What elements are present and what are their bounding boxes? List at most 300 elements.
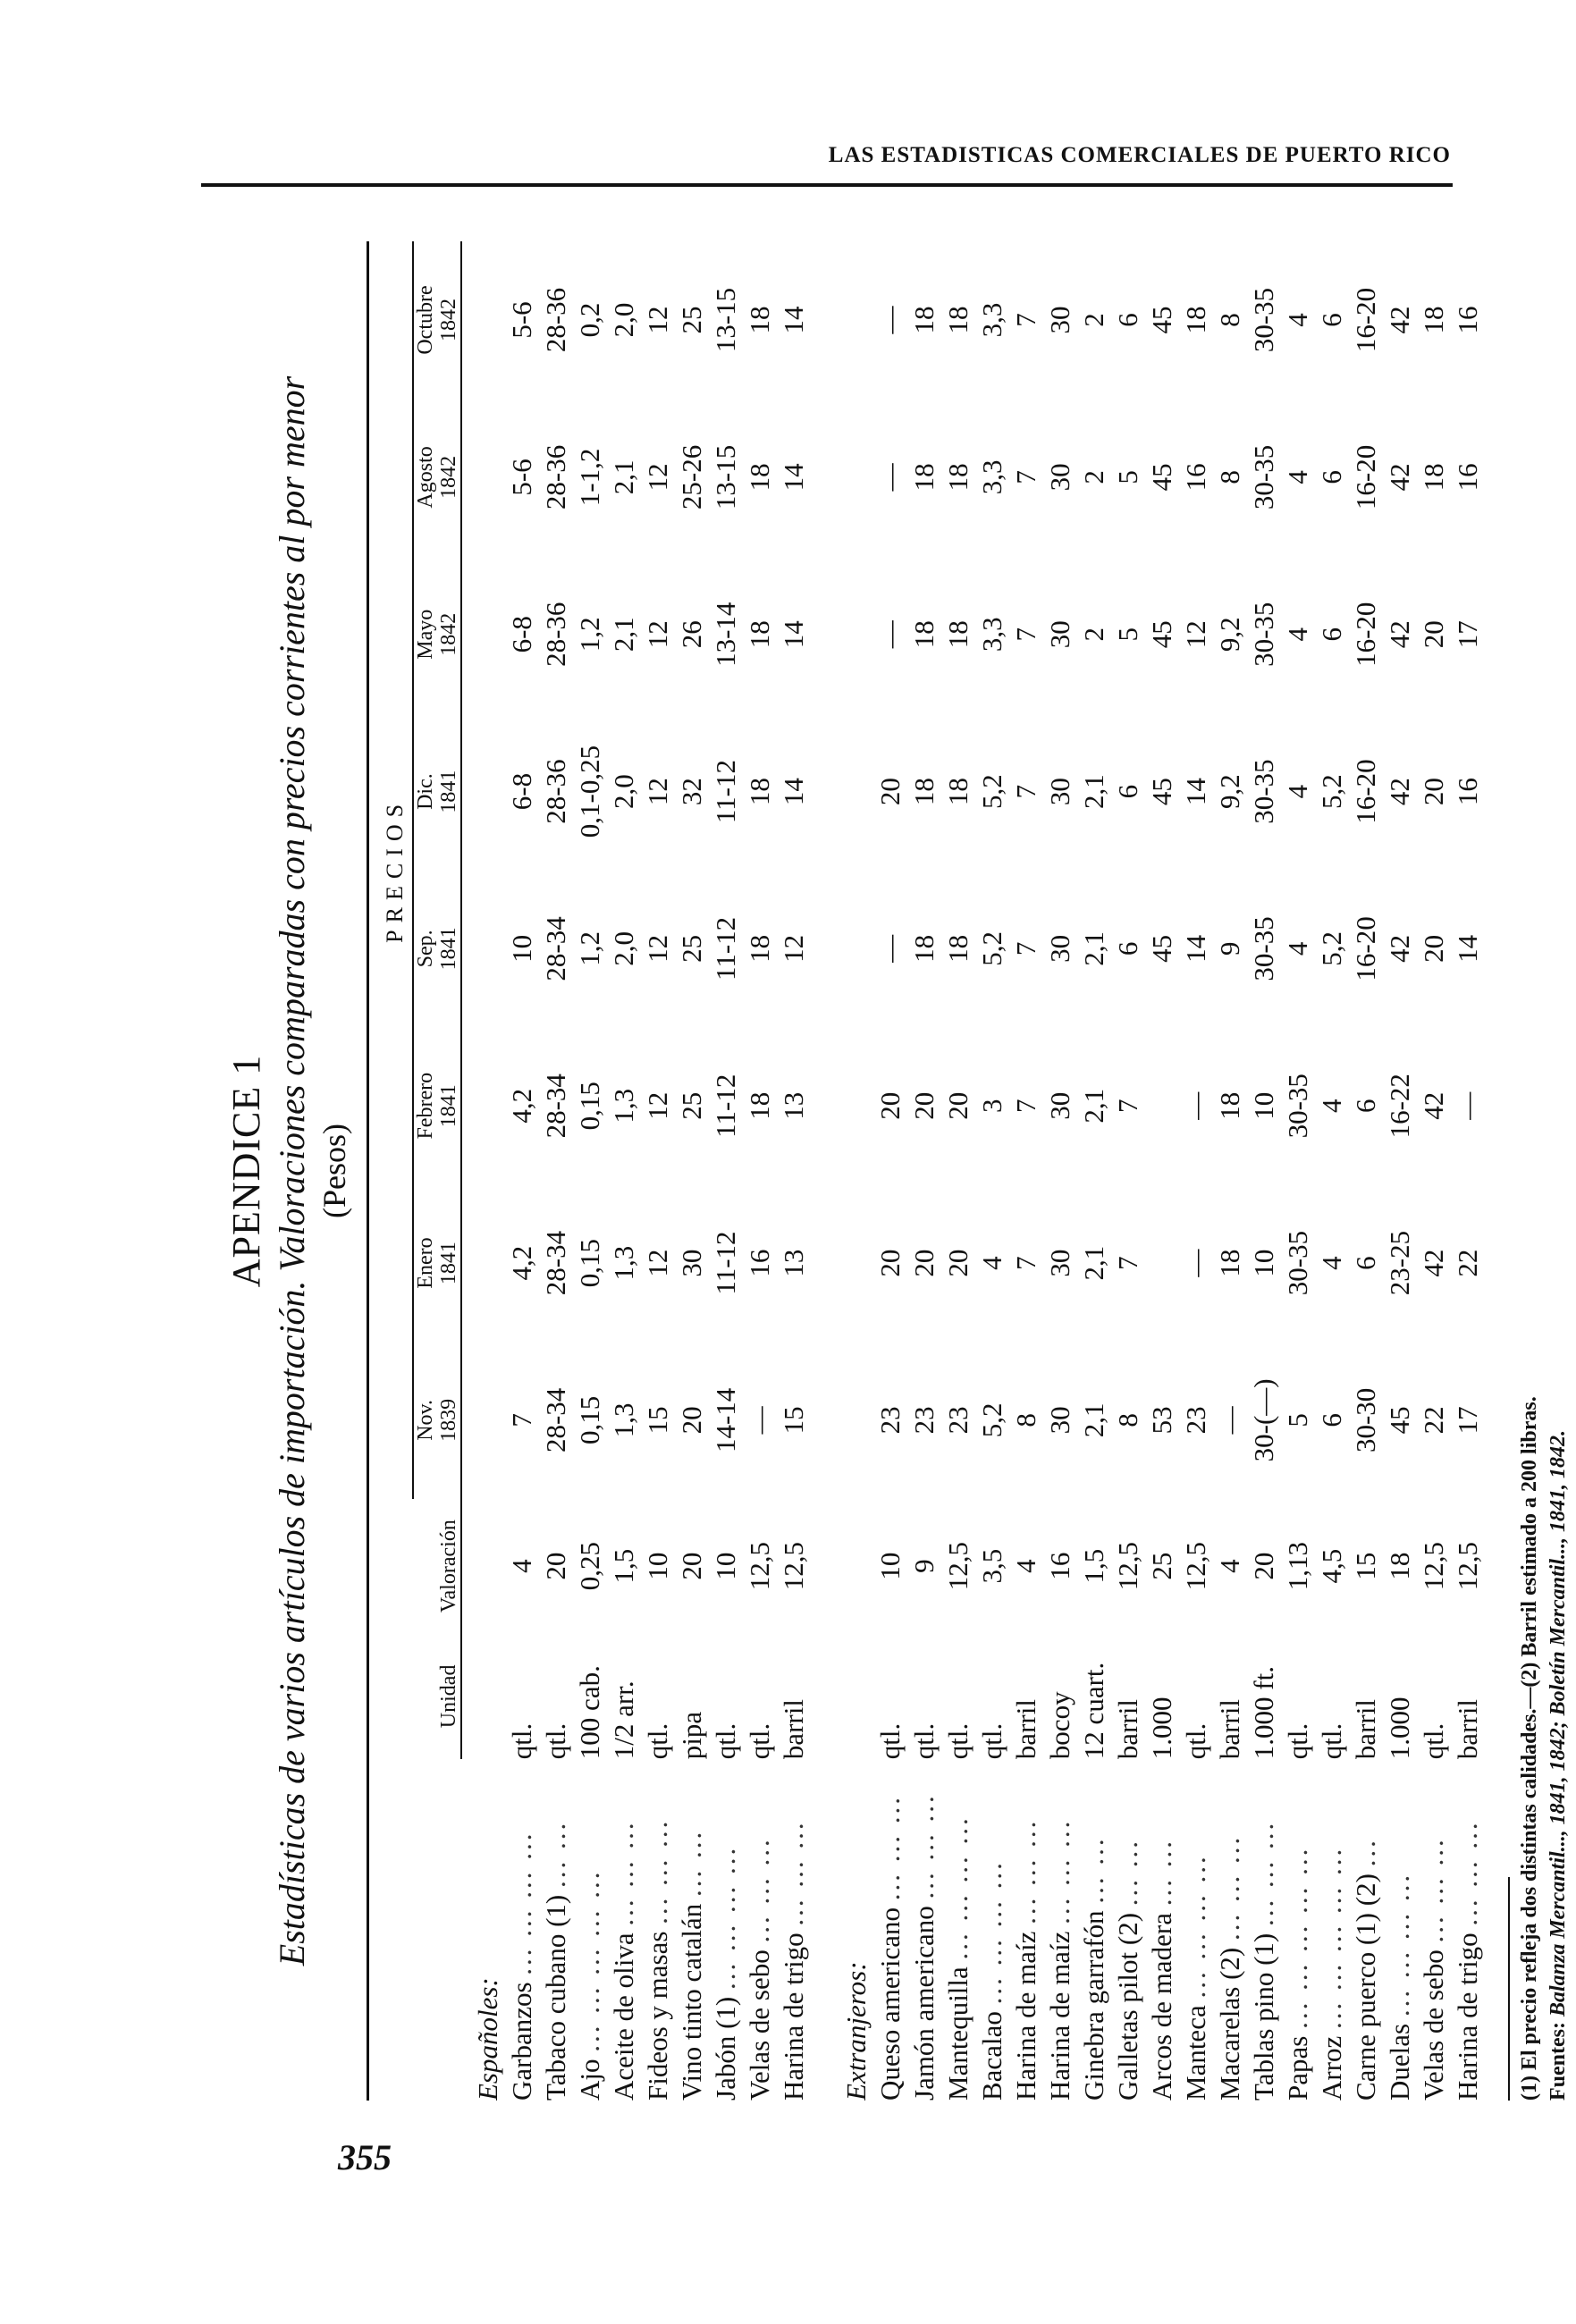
sources-text: Balanza Mercantil..., 1841, 1842; Boletín Mercantil..., 1841, 1842. bbox=[1547, 1429, 1570, 2017]
period-month: Mayo bbox=[414, 609, 437, 660]
unit-cell: qtl. bbox=[1282, 1722, 1313, 1760]
dot-leader: ... ... bbox=[1112, 1838, 1143, 1907]
price-cell: 18 bbox=[942, 306, 973, 334]
price-cell: 16-20 bbox=[1350, 916, 1381, 981]
footnote-rule bbox=[1508, 1877, 1510, 2101]
price-cell: 28-36 bbox=[540, 287, 571, 353]
price-cell: 28-36 bbox=[540, 444, 571, 510]
period-year: 1841 bbox=[437, 1084, 460, 1128]
price-cell: 4 bbox=[1282, 627, 1313, 642]
unit-cell: 100 cab. bbox=[574, 1665, 605, 1760]
price-cell: 18 bbox=[744, 306, 775, 334]
price-cell: 30 bbox=[1044, 463, 1075, 492]
price-cell: 12 bbox=[778, 934, 809, 963]
article-cell bbox=[777, 1759, 811, 2101]
price-cell: 42 bbox=[1384, 620, 1415, 649]
price-table bbox=[378, 241, 1485, 2101]
period-header bbox=[413, 399, 461, 556]
article-name: Jabón (1) bbox=[710, 1996, 741, 2101]
price-cell: 30-35 bbox=[1282, 1230, 1313, 1296]
article-cell bbox=[607, 1759, 641, 2101]
price-cell: — bbox=[874, 620, 906, 649]
unit-cell: 1.000 ft. bbox=[1248, 1666, 1279, 1760]
article-cell bbox=[1247, 1759, 1281, 2101]
price-cell: 18 bbox=[908, 620, 940, 649]
price-cell: 1,3 bbox=[608, 1088, 639, 1124]
price-cell: 14 bbox=[778, 778, 809, 806]
price-cell: 2,1 bbox=[1078, 1088, 1109, 1124]
price-cell: 20 bbox=[874, 1249, 906, 1277]
dot-leader: ... ... bbox=[1078, 1836, 1109, 1904]
price-cell: 11-12 bbox=[710, 759, 741, 824]
price-cell: 30-35 bbox=[1248, 444, 1279, 510]
price-cell: 13 bbox=[778, 1091, 809, 1120]
price-cell: 30 bbox=[1044, 1406, 1075, 1435]
article-cell bbox=[907, 1759, 941, 2101]
table-row bbox=[743, 241, 777, 2101]
price-cell: 5,2 bbox=[976, 774, 1007, 809]
unit-cell: qtl. bbox=[942, 1722, 973, 1760]
price-cell: 45 bbox=[1146, 463, 1177, 492]
price-cell: 7 bbox=[1010, 784, 1041, 799]
article-cell bbox=[975, 1759, 1009, 2101]
dot-leader: ... ... ... ... ... bbox=[1316, 1846, 1347, 2029]
period-year: 1841 bbox=[437, 927, 460, 971]
price-cell: 2 bbox=[1078, 313, 1109, 327]
price-cell: 6 bbox=[1316, 627, 1347, 642]
price-cell: 18 bbox=[1180, 306, 1211, 334]
table-row bbox=[1145, 241, 1179, 2101]
unit-cell: barril bbox=[1112, 1699, 1143, 1760]
unit-cell: qtl. bbox=[540, 1722, 571, 1760]
dot-leader: ... ... ... ... bbox=[710, 1845, 741, 1991]
article-cell bbox=[1077, 1759, 1111, 2101]
article-cell bbox=[641, 1759, 675, 2101]
price-cell: 2,1 bbox=[1078, 1245, 1109, 1281]
table-row bbox=[1213, 241, 1247, 2101]
price-cell: 18 bbox=[908, 306, 940, 334]
price-cell: 11-12 bbox=[710, 916, 741, 981]
price-cell: 30 bbox=[1044, 1091, 1075, 1120]
price-cell: 28-34 bbox=[540, 1230, 571, 1296]
price-cell: 1-1,2 bbox=[574, 448, 605, 507]
price-cell: 16-20 bbox=[1350, 759, 1381, 824]
price-cell: 8 bbox=[1112, 1413, 1143, 1427]
period-header bbox=[413, 241, 461, 399]
period-year: 1839 bbox=[437, 1398, 460, 1442]
table-row bbox=[907, 241, 941, 2101]
price-cell: 45 bbox=[1146, 934, 1177, 963]
price-cell: 5,2 bbox=[1316, 774, 1347, 809]
price-cell: 0,15 bbox=[574, 1082, 605, 1131]
header-row-top bbox=[378, 241, 413, 2101]
article-cell bbox=[1213, 1759, 1247, 2101]
period-year: 1842 bbox=[437, 455, 460, 499]
price-cell: 20 bbox=[908, 1091, 940, 1120]
price-cell: 12 bbox=[642, 1091, 673, 1120]
table-title: Estadísticas de varios artículos de importación. Valoraciones comparadas con precios corrientes al por menor bbox=[272, 375, 312, 1966]
section-row bbox=[461, 241, 505, 2101]
price-cell: 30 bbox=[1044, 620, 1075, 649]
article-cell bbox=[1383, 1759, 1417, 2101]
table-row bbox=[607, 241, 641, 2101]
valoracion-cell: 1,5 bbox=[608, 1548, 639, 1584]
price-cell bbox=[1145, 1184, 1179, 1342]
price-cell: — bbox=[1180, 1091, 1211, 1120]
dot-leader: ... bbox=[1350, 1838, 1381, 1867]
header-spacer bbox=[378, 1499, 413, 2101]
unit-cell: qtl. bbox=[744, 1722, 775, 1760]
unit-cell: qtl. bbox=[1316, 1722, 1347, 1760]
price-cell: 6-8 bbox=[506, 772, 537, 811]
table-row bbox=[1417, 241, 1451, 2101]
valoracion-header: Valoración bbox=[413, 1499, 461, 1634]
price-cell: 30-30 bbox=[1350, 1387, 1381, 1453]
unit-cell: qtl. bbox=[908, 1722, 940, 1760]
price-cell: 1,2 bbox=[574, 931, 605, 966]
article-cell bbox=[505, 1759, 539, 2101]
article-cell bbox=[1315, 1759, 1349, 2101]
valoracion-cell: 20 bbox=[1248, 1552, 1279, 1580]
price-cell: 9,2 bbox=[1214, 617, 1245, 653]
table-row bbox=[873, 241, 907, 2101]
price-cell: 15 bbox=[642, 1406, 673, 1435]
valoracion-cell: 25 bbox=[1146, 1552, 1177, 1580]
unit-cell: barril bbox=[1350, 1699, 1381, 1760]
period-header bbox=[413, 1342, 461, 1499]
unit-cell: 1.000 bbox=[1146, 1697, 1177, 1760]
price-cell: 16-20 bbox=[1350, 287, 1381, 353]
price-cell: 30-(—) bbox=[1248, 1378, 1279, 1462]
valoracion-cell: 12,5 bbox=[744, 1542, 775, 1591]
page-number: 355 bbox=[338, 2137, 392, 2177]
price-cell bbox=[1145, 1027, 1179, 1184]
period-header bbox=[413, 870, 461, 1027]
unit-cell: qtl. bbox=[1418, 1722, 1449, 1760]
unit-cell: qtl. bbox=[1180, 1722, 1211, 1760]
price-cell: 7 bbox=[1010, 1099, 1041, 1113]
price-cell: 23-25 bbox=[1384, 1230, 1415, 1296]
table-row bbox=[675, 241, 709, 2101]
valoracion-cell: 12,5 bbox=[942, 1542, 973, 1591]
valoracion-cell: 4 bbox=[1214, 1559, 1245, 1573]
article-cell bbox=[941, 1759, 975, 2101]
price-cell: 28-36 bbox=[540, 602, 571, 667]
dot-leader: ... ... bbox=[1146, 1838, 1177, 1907]
price-cell: 4 bbox=[1316, 1256, 1347, 1270]
price-cell: 20 bbox=[874, 1091, 906, 1120]
article-name: Jamón americano bbox=[908, 1906, 940, 2101]
price-cell: 18 bbox=[744, 463, 775, 492]
price-cell: 11-12 bbox=[710, 1231, 741, 1295]
period-month: Nov. bbox=[414, 1400, 437, 1441]
price-cell: 10 bbox=[1248, 1249, 1279, 1277]
unit-cell: qtl. bbox=[506, 1722, 537, 1760]
price-cell: 20 bbox=[1418, 934, 1449, 963]
article-name: Macarelas (2) bbox=[1214, 1947, 1245, 2101]
price-cell: 6 bbox=[1112, 313, 1143, 327]
dot-leader: ... ... ... bbox=[1010, 1818, 1041, 1924]
price-cell: 14 bbox=[1180, 934, 1211, 963]
dot-leader: ... ... ... bbox=[608, 1820, 639, 1926]
article-name: Tablas pino (1) bbox=[1248, 1932, 1279, 2101]
article-name: Arroz bbox=[1316, 2035, 1347, 2101]
price-cell: 2,1 bbox=[608, 459, 639, 495]
article-header bbox=[413, 1759, 461, 2101]
price-cell: 8 bbox=[1214, 470, 1245, 484]
valoracion-cell: 1,13 bbox=[1282, 1542, 1313, 1591]
article-cell bbox=[1111, 1759, 1145, 2101]
article-cell bbox=[873, 1759, 907, 2101]
article-name: Harina de trigo bbox=[1452, 1932, 1483, 2101]
price-cell: 30-35 bbox=[1248, 916, 1279, 981]
price-cell: 8 bbox=[1214, 313, 1245, 327]
table-row bbox=[1349, 241, 1383, 2101]
price-cell: 1,2 bbox=[574, 617, 605, 653]
price-cell: — bbox=[874, 306, 906, 334]
article-name: Carne puerco (1) (2) bbox=[1350, 1874, 1381, 2101]
rotated-table-block bbox=[223, 241, 1570, 2101]
price-cell: 0,15 bbox=[574, 1238, 605, 1288]
price-cell: 30-35 bbox=[1248, 759, 1279, 824]
price-cell: 42 bbox=[1384, 934, 1415, 963]
price-cell: 23 bbox=[908, 1406, 940, 1435]
article-cell bbox=[1043, 1759, 1077, 2101]
appendix-title: APENDICE 1 bbox=[224, 1054, 268, 1288]
price-cell: 12 bbox=[642, 306, 673, 334]
price-cell: 20 bbox=[908, 1249, 940, 1277]
price-cell: 12 bbox=[642, 1249, 673, 1277]
price-cell: 26 bbox=[676, 620, 707, 649]
dot-leader: ... ... ... bbox=[1452, 1820, 1483, 1926]
unit-cell: qtl. bbox=[976, 1722, 1007, 1760]
article-cell bbox=[573, 1759, 607, 2101]
price-cell: 18 bbox=[1214, 1249, 1245, 1277]
price-cell: 13-14 bbox=[710, 602, 741, 667]
price-cell: 6 bbox=[1316, 470, 1347, 484]
price-cell: 10 bbox=[506, 934, 537, 963]
article-name: Tabaco cubano (1) bbox=[540, 1894, 571, 2101]
dot-leader: ... ... ... ... bbox=[1180, 1854, 1211, 1999]
price-cell: 23 bbox=[942, 1406, 973, 1435]
price-cell: 18 bbox=[908, 463, 940, 492]
dot-leader: ... ... ... bbox=[778, 1820, 809, 1926]
price-cell: 4 bbox=[1282, 941, 1313, 956]
price-cell: 5 bbox=[1282, 1413, 1313, 1427]
dot-leader: ... ... ... bbox=[874, 1794, 906, 1901]
price-cell: 16 bbox=[1180, 463, 1211, 492]
price-cell: 20 bbox=[676, 1406, 707, 1435]
price-cell: 2,0 bbox=[608, 302, 639, 338]
valoracion-cell: 1,5 bbox=[1078, 1548, 1109, 1584]
table-row bbox=[1077, 241, 1111, 2101]
price-cell: 5-6 bbox=[506, 459, 537, 496]
table-row bbox=[1179, 241, 1213, 2101]
price-cell: 7 bbox=[1010, 313, 1041, 327]
price-cell: 14 bbox=[778, 620, 809, 649]
valoracion-cell: 4 bbox=[1010, 1559, 1041, 1573]
dot-leader: ... ... ... ... ... bbox=[574, 1869, 605, 2052]
article-cell bbox=[1281, 1759, 1315, 2101]
price-cell: 2,0 bbox=[608, 774, 639, 809]
section-gap bbox=[811, 241, 830, 2101]
dot-leader: ... ... ... bbox=[908, 1793, 940, 1899]
price-cell: 16-20 bbox=[1350, 602, 1381, 667]
price-cell: 14 bbox=[778, 306, 809, 334]
article-cell bbox=[1349, 1759, 1383, 2101]
price-cell: 13-15 bbox=[710, 287, 741, 353]
price-cell: 2,1 bbox=[1078, 931, 1109, 966]
price-cell: 0,2 bbox=[574, 302, 605, 338]
valoracion-cell: 12,5 bbox=[1112, 1542, 1143, 1591]
price-cell: 25 bbox=[676, 934, 707, 963]
price-cell: 18 bbox=[908, 934, 940, 963]
table-row bbox=[1281, 241, 1315, 2101]
price-cell: 17 bbox=[1452, 1406, 1483, 1435]
price-cell: 3,3 bbox=[976, 302, 1007, 338]
article-cell bbox=[675, 1759, 709, 2101]
period-month: Agosto bbox=[414, 446, 437, 509]
article-name: Velas de sebo bbox=[1418, 1949, 1449, 2101]
unit-cell: bocoy bbox=[1044, 1691, 1075, 1760]
price-cell: 6 bbox=[1316, 313, 1347, 327]
price-cell: 6-8 bbox=[506, 616, 537, 653]
dot-leader: ... ... ... ... bbox=[976, 1860, 1007, 2005]
price-cell: 9 bbox=[1214, 941, 1245, 956]
period-year: 1842 bbox=[437, 299, 460, 341]
price-cell: 30 bbox=[1044, 934, 1075, 963]
price-cell: 18 bbox=[1418, 306, 1449, 334]
price-cell: 30-35 bbox=[1248, 602, 1279, 667]
price-cell: 18 bbox=[1214, 1091, 1245, 1120]
price-cell: 18 bbox=[744, 1091, 775, 1120]
price-cell: 7 bbox=[1112, 1099, 1143, 1113]
unit-cell: barril bbox=[778, 1699, 809, 1760]
period-month: Octubre bbox=[414, 285, 437, 355]
price-cell: 18 bbox=[942, 620, 973, 649]
article-name: Aceite de oliva bbox=[608, 1932, 639, 2101]
price-cell: 4 bbox=[976, 1256, 1007, 1270]
price-cell: 6 bbox=[1112, 941, 1143, 956]
period-header bbox=[413, 713, 461, 871]
section-title: Extranjeros: bbox=[840, 1961, 872, 2101]
price-cell: 30 bbox=[1044, 306, 1075, 334]
price-cell: 16-22 bbox=[1384, 1074, 1415, 1139]
price-cell: 20 bbox=[942, 1249, 973, 1277]
price-cell: 20 bbox=[1418, 620, 1449, 649]
price-cell: 45 bbox=[1384, 1406, 1415, 1435]
table-row bbox=[975, 241, 1009, 2101]
price-cell: 9,2 bbox=[1214, 774, 1245, 809]
price-cell: 30 bbox=[1044, 778, 1075, 806]
table-row bbox=[1009, 241, 1043, 2101]
price-cell: 7 bbox=[1010, 470, 1041, 484]
price-cell: 2,1 bbox=[1078, 1402, 1109, 1438]
dot-leader: ... ... bbox=[540, 1820, 571, 1889]
price-cell: 16 bbox=[744, 1249, 775, 1277]
unidad-header: Unidad bbox=[413, 1634, 461, 1760]
price-cell: 7 bbox=[1112, 1256, 1143, 1270]
article-cell bbox=[709, 1759, 743, 2101]
article-name: Papas bbox=[1282, 2035, 1313, 2101]
price-cell: 20 bbox=[874, 778, 906, 806]
article-name: Queso americano bbox=[874, 1907, 906, 2101]
sources-label: Fuentes: bbox=[1547, 2022, 1570, 2101]
price-cell: 2,0 bbox=[608, 931, 639, 966]
price-cell: 3,3 bbox=[976, 617, 1007, 653]
article-name: Bacalao bbox=[976, 2011, 1007, 2101]
valoracion-cell: 4 bbox=[506, 1559, 537, 1573]
price-cell: 23 bbox=[1180, 1406, 1211, 1435]
valoracion-cell: 20 bbox=[676, 1552, 707, 1580]
price-cell: 30 bbox=[1044, 1249, 1075, 1277]
price-cell: 45 bbox=[1146, 306, 1177, 334]
table-row bbox=[573, 241, 607, 2101]
price-cell: 5,2 bbox=[1316, 931, 1347, 966]
article-name: Harina de maíz bbox=[1010, 1931, 1041, 2101]
period-month: Dic. bbox=[414, 773, 437, 810]
price-cell: 10 bbox=[1248, 1091, 1279, 1120]
price-cell: 4,2 bbox=[506, 1245, 537, 1281]
table-row bbox=[1111, 241, 1145, 2101]
article-name: Galletas pilot (2) bbox=[1112, 1912, 1143, 2101]
price-cell: 25-26 bbox=[676, 444, 707, 510]
price-cell: 8 bbox=[1010, 1413, 1041, 1427]
price-cell: 28-34 bbox=[540, 916, 571, 981]
article-name: Velas de sebo bbox=[744, 1949, 775, 2101]
valoracion-cell: 10 bbox=[710, 1552, 741, 1580]
table-row bbox=[709, 241, 743, 2101]
period-year: 1841 bbox=[437, 1242, 460, 1285]
price-cell: 15 bbox=[778, 1406, 809, 1435]
table-row bbox=[641, 241, 675, 2101]
footnote-sources bbox=[1544, 241, 1572, 2101]
price-cell: 18 bbox=[942, 934, 973, 963]
price-cell: 12 bbox=[642, 463, 673, 492]
price-cell: 13-15 bbox=[710, 444, 741, 510]
dot-leader: ... ... ... ... bbox=[942, 1815, 973, 1960]
article-name: Duelas bbox=[1384, 2023, 1415, 2101]
price-cell: 4 bbox=[1316, 1099, 1347, 1113]
valoracion-cell: 20 bbox=[540, 1552, 571, 1580]
valoracion-cell: 12,5 bbox=[1180, 1542, 1211, 1591]
price-cell: 18 bbox=[744, 778, 775, 806]
article-cell bbox=[1417, 1759, 1451, 2101]
price-cell: 42 bbox=[1384, 463, 1415, 492]
article-cell bbox=[1179, 1759, 1213, 2101]
price-cell: 7 bbox=[1010, 1256, 1041, 1270]
period-header bbox=[413, 1027, 461, 1184]
price-cell: 1,3 bbox=[608, 1402, 639, 1438]
price-cell: — bbox=[1214, 1406, 1245, 1435]
article-name: Manteca bbox=[1180, 2005, 1211, 2101]
dot-leader: ... ... ... bbox=[744, 1837, 775, 1943]
table-row bbox=[1247, 241, 1281, 2101]
price-cell: 5-6 bbox=[506, 301, 537, 339]
table-head bbox=[378, 241, 461, 2101]
price-cell: 20 bbox=[1418, 778, 1449, 806]
price-cell: 0,1-0,25 bbox=[574, 745, 605, 838]
price-cell: 30-35 bbox=[1282, 1074, 1313, 1139]
table-subtitle: (Pesos) bbox=[316, 1124, 352, 1218]
valoracion-cell: 12,5 bbox=[778, 1542, 809, 1591]
price-cell: 22 bbox=[1418, 1406, 1449, 1435]
price-cell: 13 bbox=[778, 1249, 809, 1277]
table-top-rule bbox=[367, 241, 369, 2101]
dot-leader: ... ... bbox=[676, 1829, 707, 1897]
price-cell: — bbox=[874, 463, 906, 492]
price-cell: 12 bbox=[642, 620, 673, 649]
